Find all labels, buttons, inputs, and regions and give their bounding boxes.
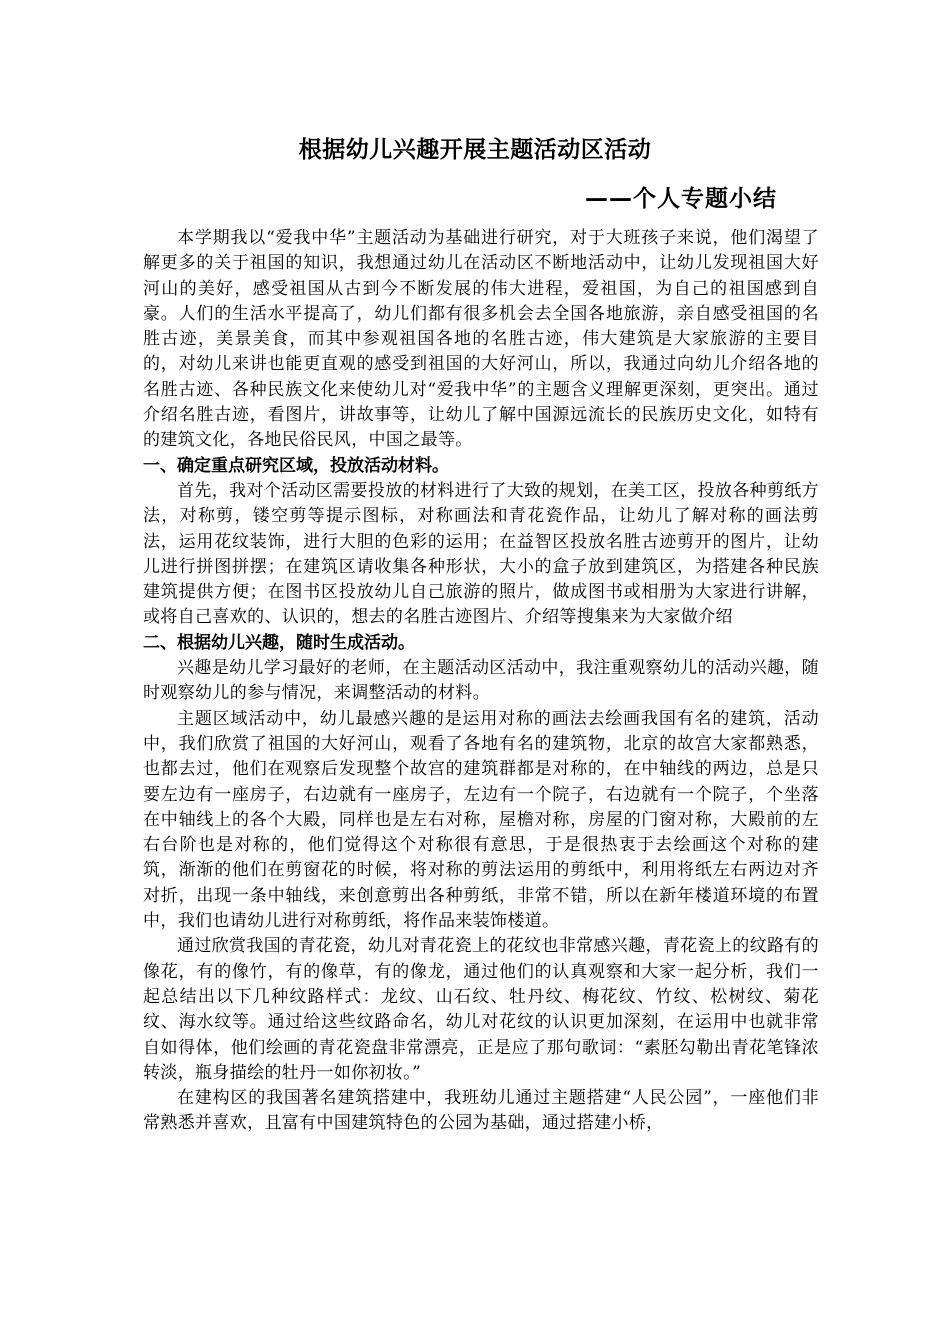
section1-paragraph-1: 首先，我对个活动区需要投放的材料进行了大致的规划，在美工区，投放各种剪纸方法，对称剪，镂空剪等提示图标，对称画法和青花瓷作品，让幼儿了解对称的画法剪法，运用花纹装饰，进行大胆的色彩的运用；在益智区投放名胜古迹剪开的图片，让幼儿进行拼图拼摆；在建筑区请收集各种形状，大小的盒子放到建筑区，为搭建各种民族建筑提供方便；在图书区投放幼儿自己旅游的照片，做成图书或相册为大家进行讲解，或将自己喜欢的、认识的，想去的名胜古迹图片、介绍等搜集来为大家做介绍 <box>143 480 819 628</box>
section2-paragraph-2: 主题区域活动中，幼儿最感兴趣的是运用对称的画法去绘画我国有名的建筑，活动中，我们欣赏了祖国的大好河山，观看了各地有名的建筑物，北京的故宫大家都熟悉，也都去过，他们在观察后发现整个故宫的建筑群都是对称的，在中轴线的两边，总是只要左边有一座房子，右边就有一座房子，左边有一个院子，右边就有一个院子，个坐落在中轴线上的各个大殿，同样也是左右对称，屋檐对称，房屋的门窗对称，大殿前的左右台阶也是对称的，他们觉得这个对称很有意思，于是很热衷于去绘画这个对称的建筑，渐渐的他们在剪窗花的时候，将对称的剪法运用的剪纸中，利用将纸左右两边对齐对折，出现一条中轴线，来创意剪出各种剪纸，非常不错，所以在新年楼道环境的布置中，我们也请幼儿进行对称剪纸，将作品来装饰楼道。 <box>143 708 819 932</box>
document-body <box>143 226 819 1137</box>
document-title: 根据幼儿兴趣开展主题活动区活动 <box>298 137 652 163</box>
section2-paragraph-1: 兴趣是幼儿学习最好的老师，在主题活动区活动中，我注重观察幼儿的活动兴趣，随时观察幼儿的参与情况，来调整活动的材料。 <box>143 658 819 704</box>
section2-paragraph-3: 通过欣赏我国的青花瓷，幼儿对青花瓷上的花纹也非常感兴趣，青花瓷上的纹路有的像花，有的像竹，有的像草，有的像龙，通过他们的认真观察和大家一起分析，我们一起总结出以下几种纹路样式：龙纹、山石纹、牡丹纹、梅花纹、竹纹、松树纹、菊花纹、海水纹等。通过给这些纹路命名，幼儿对花纹的认识更加深刻，在运用中也就非常自如得体，他们绘画的青花瓷盘非常漂亮，正是应了那句歌词：“素胚勾勒出青花笔锋浓转淡，瓶身描绘的牡丹一如你初妆。” <box>143 936 819 1083</box>
section-heading-2: 二、根据幼儿兴趣，随时生成活动。 <box>143 632 415 653</box>
section2-paragraph-4: 在建构区的我国著名建筑搭建中，我班幼儿通过主题搭建“人民公园”，一座他们非常熟悉并喜欢，且富有中国建筑特色的公园为基础，通过搭建小桥， <box>143 1088 819 1134</box>
document-subtitle: ——个人专题小结 <box>585 186 777 212</box>
section-heading-1: 一、确定重点研究区域，投放活动材料。 <box>143 455 449 476</box>
intro-paragraph: 本学期我以“爱我中华”主题活动为基础进行研究，对于大班孩子来说，他们渴望了解更多的关于祖国的知识，我想通过幼儿在活动区不断地活动中，让幼儿发现祖国大好河山的美好，感受祖国从古到今不断发展的伟大进程，爱祖国，为自己的祖国感到自豪。人们的生活水平提高了，幼儿们都有很多机会去全国各地旅游，亲自感受祖国的名胜古迹，美景美食，而其中参观祖国各地的名胜古迹，伟大建筑是大家旅游的主要目的，对幼儿来讲也能更直观的感受到祖国的大好河山，所以，我通过向幼儿介绍各地的名胜古迹、各种民族文化来使幼儿对“爱我中华”的主题含义理解更深刻，更突出。通过介绍名胜古迹，看图片，讲故事等，让幼儿了解中国源远流长的民族历史文化，如特有的建筑文化，各地民俗民风，中国之最等。 <box>143 228 819 451</box>
